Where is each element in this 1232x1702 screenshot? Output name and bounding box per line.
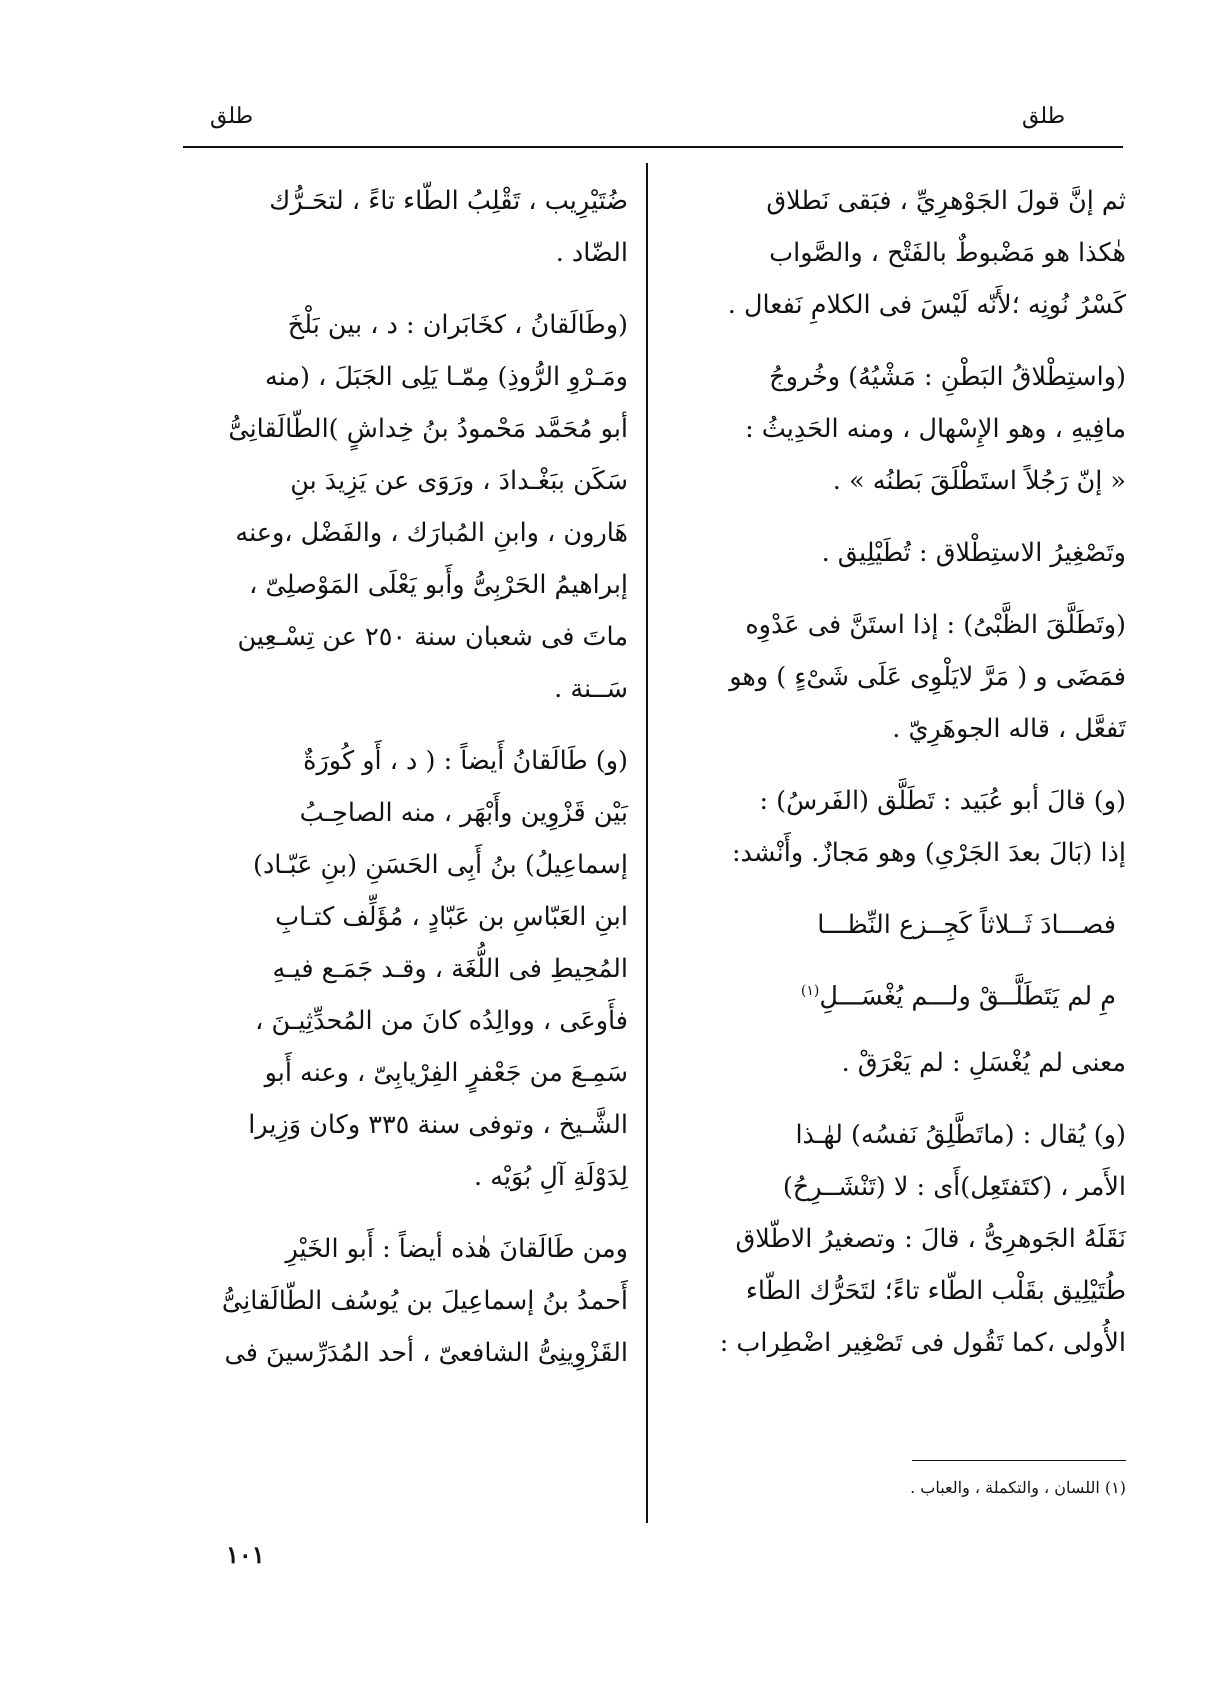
left-paragraph-3: (و) طَالَقانُ أَيضاً : ( د ، أَو كُورَةٌ بَيْن قَزْوِين وأَبْهَر ، منه الصاحِـبُ إسماعِيلُ) بنُ أَبِى الحَسَنِ (بنِ عَبّـاد) ابنِ العَبّاسِ بن عَبّادٍ ، مُؤَلِّف كتـابِ المُحِيطِ فى اللُّغَة ، وقـد جَمَـع فيـهِ فأَوعَى ، ووالِدُه كانَ من المُحدِّثِيـنَ ، سَمِـعَ من جَعْفرٍ الفِرْيابِىّ ، وعنه أَبو الشَّـيخ ، وتوفى سنة ٣٣٥ وكان وَزِيرا لِدَوْلَةِ آلِ بُوَيْه .: [248, 746, 628, 1192]
footnote-reference: (١): [800, 983, 820, 999]
footnote-rule: [912, 1460, 1126, 1461]
left-column: [180, 175, 628, 1399]
footnote: (١) اللسان ، والتكملة ، والعباب .: [910, 1478, 1126, 1497]
right-paragraph-7: (و) يُقال : (ماتَطَّلِقُ نَفسُه) لهٰـذا الأَمر ، (كتَفتَعِل)أَى : لا (تَنْشَــرِحُ) نَقَلَهُ الجَوهرِىُّ ، قالَ : وتصغيرُ الاطّلاق طُتَيْلِيق بقَلْب الطّاء تاءً؛ لتَحَرُّك الطّاء الأُولى ،كما تَقُول فى تَصْغِير اضْطِراب :: [719, 1119, 1126, 1358]
left-paragraph-2: (وطَالَقانُ ، كخَابَران : د ، بين بَلْخَ ومَـرْوِ الرُّوذِ) مِمّـا يَلِى الجَبَلَ ، (منه أبو مُحَمَّد مَحْمودُ بنُ خِداشٍ )الطّالَقانِىُّ سَكَن ببَغْـدادَ ، ورَوَى عن يَزِيدَ بنِ هَارون ، وابنِ المُبارَك ، والفَضْل ،وعنه إبراهيمُ الحَرْبِىُّ وأَبو يَعْلَى المَوْصلِىّ ، ماتَ فى شعبان سنة ٢٥٠ عن تِسْـعِين سَــنة .: [228, 310, 628, 704]
left-paragraph-1: ضُتَيْرِيب ، تَقْلِبُ الطّاء تاءً ، لتحَـرُّك الضّاد .: [269, 186, 628, 268]
left-paragraph-4: ومن طَالَقانَ هٰذه أيضاً : أَبو الخَيْرِ أَحمدُ بنُ إسماعِيلَ بن يُوسُف الطّالَقانِىُّ القَزْوِينِىُّ الشافعىّ ، أحد المُدَرِّسينَ فى: [221, 1234, 628, 1368]
right-paragraph-2: (واستِطْلاقُ البَطْنِ : مَشْيُهُ) وخُروجُ مافِيهِ ، وهو الإِسْهال ، ومنه الحَدِيثُ : « إنّ رَجُلاً استَطْلَقَ بَطنُه » .: [745, 362, 1126, 496]
verse-line-2: [684, 965, 1126, 1023]
verse-line-2-text: مِ لم يَتَطَلَّــقْ ولـــم يُغْسَـــلِ: [819, 981, 1116, 1012]
column-divider: [646, 163, 648, 1523]
right-paragraph-4: (وتَطَلَّقَ الظَّبْىُ) : إذا استَنَّ فى عَدْوِه فمَضَى و ( مَرَّ لايَلْوِى عَلَى شَىْءٍ ) وهو تَفعَّل ، قاله الجوهَرِيّ .: [729, 610, 1126, 744]
page-number: ١٠١: [226, 1540, 265, 1569]
running-head-right: طلق: [1022, 104, 1066, 129]
right-column: [684, 175, 1126, 1389]
right-paragraph-5: (و) قالَ أبو عُبَيد : تَطَلَّق (الفَرسُ) : إذا (بَالَ بعدَ الجَرْىِ) وهو مَجازٌ. وأَنْشد:: [731, 786, 1126, 868]
right-paragraph-6: معنى لم يُغْسَلِ : لم يَعْرَقْ .: [841, 1047, 1126, 1078]
running-head-left: طلق: [210, 104, 254, 129]
header-rule: [183, 146, 1123, 148]
right-paragraph-3: وتَصْغِيرُ الاستِطْلاق : تُطَيْلِيق .: [821, 538, 1126, 568]
verse-line-1: فصـــادَ ثَــلاثاً كَجِــزع النِّظـــا: [817, 910, 1116, 940]
right-paragraph-1: ثم إنَّ قولَ الجَوْهرِيِّ ، فبَقى نَطلاق هٰكذا هو مَضْبوطٌ بالفَتْح ، والصَّواب كَسْرُ نُونِه ؛لأَنّه لَيْسَ فى الكلامِ نَفعال .: [727, 186, 1126, 320]
